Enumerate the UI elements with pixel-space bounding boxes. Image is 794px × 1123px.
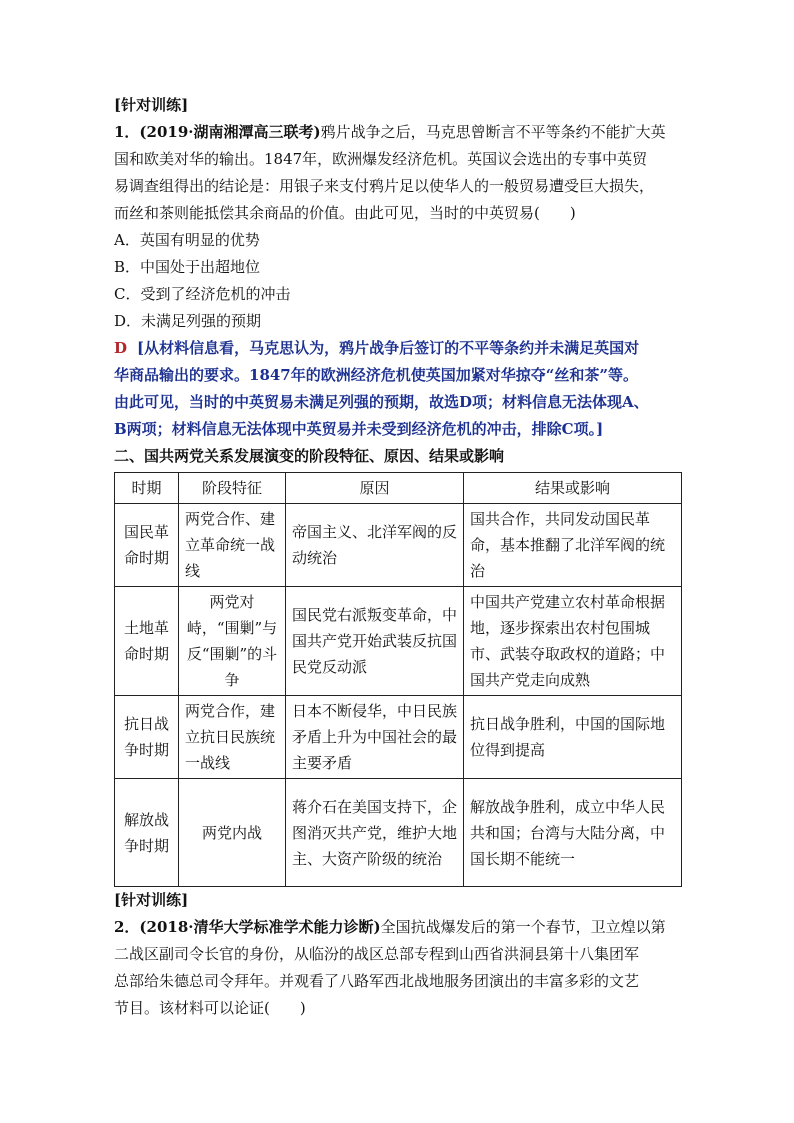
table-row — [115, 504, 682, 587]
q2-stem-line-3: 总部给朱德总司令拜年。并观看了八路军西北战地服务团演出的丰富多彩的文艺 — [114, 972, 640, 990]
header-feature: 阶段特征 — [179, 473, 286, 504]
relations-table — [114, 472, 682, 887]
row-reason: 帝国主义、北洋军阀的反动统治 — [286, 504, 464, 587]
q2-section-label: [针对训练] — [114, 891, 189, 909]
q1-stem-line-4: 而丝和茶则能抵偿其余商品的价值。由此可见，当时的中英贸易( ) — [114, 204, 576, 222]
row-period: 土地革命时期 — [115, 587, 179, 696]
q1-answer-line-3: 由此可见，当时的中英贸易未满足列强的预期，故选D项；材料信息无法体现A、 — [114, 393, 649, 411]
q1-option-a: A．英国有明显的优势 — [114, 231, 260, 249]
table-row — [115, 696, 682, 779]
row-reason: 日本不断侵华，中日民族矛盾上升为中国社会的最主要矛盾 — [286, 696, 464, 779]
row-reason: 国民党右派叛变革命，中国共产党开始武装反抗国民党反动派 — [286, 587, 464, 696]
row-feature: 两党合作、建立革命统一战线 — [179, 504, 286, 587]
row-reason: 蒋介石在美国支持下，企图消灭共产党，维护大地主、大资产阶级的统治 — [286, 779, 464, 887]
q1-option-c: C．受到了经济危机的冲击 — [114, 285, 291, 303]
q1-answer-letter: D — [114, 339, 128, 357]
document-page — [114, 92, 682, 1022]
q1-stem-line-1: 鸦片战争之后，马克思曾断言不平等条约不能扩大英 — [320, 123, 666, 141]
q1-option-d: D．未满足列强的预期 — [114, 312, 262, 330]
header-period: 时期 — [115, 473, 179, 504]
table-row — [115, 779, 682, 887]
q1-option-b: B．中国处于出超地位 — [114, 258, 261, 276]
q2-source: 2．(2018·清华大学标准学术能力诊断) — [114, 918, 381, 936]
row-period: 抗日战争时期 — [115, 696, 179, 779]
q1-stem-line-2: 国和欧美对华的输出。1847年，欧洲爆发经济危机。英国议会选出的专事中英贸 — [114, 150, 648, 168]
table-row — [115, 587, 682, 696]
row-result: 抗日战争胜利，中国的国际地位得到提高 — [464, 696, 682, 779]
q1-answer-explanation — [114, 335, 682, 443]
q1-answer-line-2: 华商品输出的要求。1847年的欧洲经济危机使英国加紧对华掠夺“丝和茶”等。 — [114, 366, 639, 384]
q2-stem — [114, 914, 682, 1022]
row-feature: 两党内战 — [179, 779, 286, 887]
q1-answer-line-1: [从材料信息看，马克思认为，鸦片战争后签订的不平等条约并未满足英国对 — [137, 339, 640, 357]
q1-stem — [114, 119, 682, 227]
q1-answer-line-4: B两项；材料信息无法体现中英贸易并未受到经济危机的冲击，排除C项。] — [114, 420, 604, 438]
row-period: 解放战争时期 — [115, 779, 179, 887]
header-reason: 原因 — [286, 473, 464, 504]
header-result: 结果或影响 — [464, 473, 682, 504]
table-header-row — [115, 473, 682, 504]
q1-section-label: [针对训练] — [114, 96, 189, 114]
row-period: 国民革命时期 — [115, 504, 179, 587]
row-result: 解放战争胜利，成立中华人民共和国；台湾与大陆分离，中国长期不能统一 — [464, 779, 682, 887]
q2-stem-line-4: 节目。该材料可以论证( ) — [114, 999, 306, 1017]
row-result: 国共合作，共同发动国民革命，基本推翻了北洋军阀的统治 — [464, 504, 682, 587]
q1-stem-line-3: 易调查组得出的结论是：用银子来支付鸦片足以使华人的一般贸易遭受巨大损失， — [114, 177, 655, 195]
row-feature: 两党对峙，“围剿”与反“围剿”的斗争 — [179, 587, 286, 696]
section-2-title: 二、国共两党关系发展演变的阶段特征、原因、结果或影响 — [114, 447, 505, 465]
q1-source: 1．(2019·湖南湘潭高三联考) — [114, 123, 321, 141]
row-feature: 两党合作，建立抗日民族统一战线 — [179, 696, 286, 779]
q2-stem-line-2: 二战区副司令长官的身份，从临汾的战区总部专程到山西省洪洞县第十八集团军 — [114, 945, 640, 963]
q2-stem-line-1: 全国抗战爆发后的第一个春节，卫立煌以第 — [380, 918, 666, 936]
row-result: 中国共产党建立农村革命根据地，逐步探索出农村包围城市、武装夺取政权的道路；中国共产党走向成熟 — [464, 587, 682, 696]
